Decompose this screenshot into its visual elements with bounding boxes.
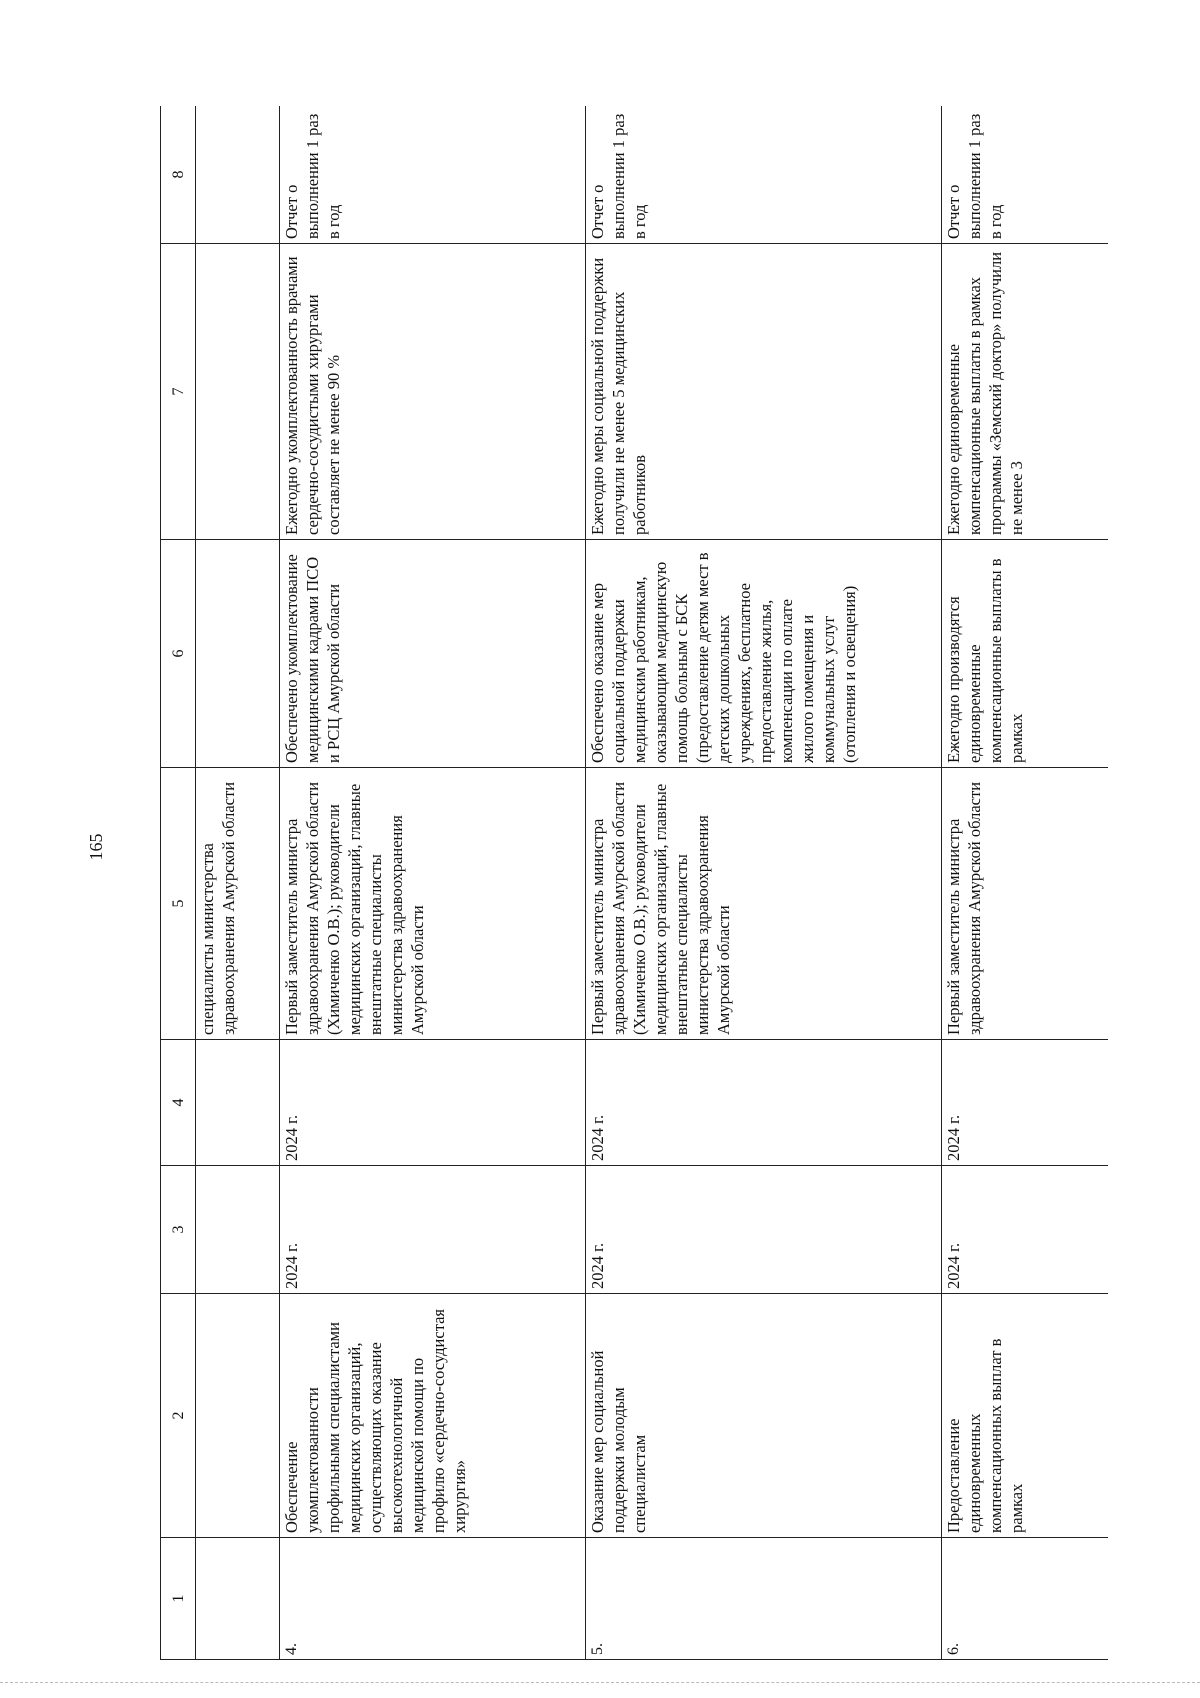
column-number-row [161,106,196,1660]
report-cell: Отчет о выполнении 1 раз в год [942,106,1109,244]
measure-cell: Оказание мер социальной поддержки молодым специалистам [586,1294,942,1538]
report-cell: Отчет о выполнении 1 раз в год [586,106,942,244]
result-cell: Обеспечено укомплектование медицинскими кадрами ПСО и РСЦ Амурской области [280,540,586,768]
continuation-cell-5: специалисты министерства здравоохранения Амурской области [196,768,280,1040]
col-header-2: 2 [161,1294,196,1538]
scan-edge-line [0,1682,1200,1683]
measures-table [160,106,1108,1660]
row-number: 5. [586,1538,942,1660]
page-number: 165 [86,833,106,861]
table-row [280,106,586,1660]
responsible-cell: Первый заместитель министра здравоохранения Амурской области (Химиченко О.В.); руководители медицинских организаций, главные внештатные специалисты министерства здравоохранения Амурской области [586,768,942,1040]
indicator-cell: Ежегодно меры социальной поддержки получили не менее 5 медицинских работников [586,244,942,540]
continuation-row [196,106,280,1660]
document-sheet [160,106,1108,1660]
row-number: 4. [280,1538,586,1660]
report-cell: Отчет о выполнении 1 раз в год [280,106,586,244]
table-row [586,106,942,1660]
start-date-cell: 2024 г. [942,1166,1109,1294]
col-header-7: 7 [161,244,196,540]
col-header-8: 8 [161,106,196,244]
result-cell: Обеспечено оказание мер социальной поддержки медицинским работникам, оказывающим медицинскую помощь больным с БСК (предоставление детям мест в детских дошкольных учреждениях, бесплатное предоставление жилья, компенсации по оплате жилого помещения и коммунальных услуг (отопления и освещения) [586,540,942,768]
measure-cell: Предоставление единовременных компенсационных выплат в рамках [942,1294,1109,1538]
responsible-cell: Первый заместитель министра здравоохранения Амурской области [942,768,1109,1040]
row-number: 6. [942,1538,1109,1660]
start-date-cell: 2024 г. [280,1166,586,1294]
col-header-1: 1 [161,1538,196,1660]
end-date-cell: 2024 г. [942,1040,1109,1166]
start-date-cell: 2024 г. [586,1166,942,1294]
indicator-cell: Ежегодно единовременные компенсационные выплаты в рамках программы «Земский доктор» получили не менее 3 [942,244,1109,540]
result-cell: Ежегодно производятся единовременные компенсационные выплаты в рамках [942,540,1109,768]
col-header-4: 4 [161,1040,196,1166]
table-row [942,106,1109,1660]
col-header-6: 6 [161,540,196,768]
end-date-cell: 2024 г. [280,1040,586,1166]
col-header-3: 3 [161,1166,196,1294]
end-date-cell: 2024 г. [586,1040,942,1166]
indicator-cell: Ежегодно укомплектованность врачами сердечно-сосудистыми хирургами составляет не менее 90 % [280,244,586,540]
responsible-cell: Первый заместитель министра здравоохранения Амурской области (Химиченко О.В.); руководители медицинских организаций, главные внештатные специалисты министерства здравоохранения Амурской области [280,768,586,1040]
col-header-5: 5 [161,768,196,1040]
rotated-table-wrapper [160,106,1108,1660]
measure-cell: Обеспечение укомплектованности профильными специалистами медицинских организаций, осуществляющих оказание высокотехнологичной медицинской помощи по профилю «сердечно-сосудистая хирургия» [280,1294,586,1538]
